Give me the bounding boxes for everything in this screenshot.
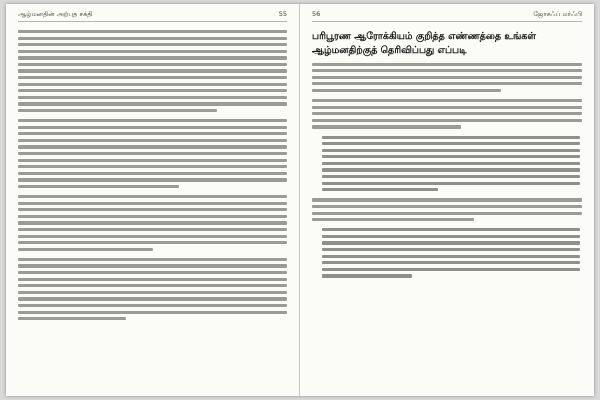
- text-line-placeholder: [18, 119, 287, 122]
- text-line-placeholder: [322, 188, 438, 191]
- text-placeholder: [312, 63, 582, 93]
- text-line-placeholder: [18, 258, 287, 261]
- text-line-placeholder: [18, 304, 287, 307]
- text-line-placeholder: [312, 76, 582, 79]
- text-line-placeholder: [322, 228, 580, 231]
- text-line-placeholder: [312, 112, 582, 115]
- text-line-placeholder: [322, 149, 580, 152]
- text-line-placeholder: [18, 145, 287, 148]
- text-line-placeholder: [18, 139, 287, 142]
- text-line-placeholder: [322, 241, 580, 244]
- text-line-placeholder: [312, 119, 582, 122]
- text-line-placeholder: [312, 63, 582, 66]
- text-line-placeholder: [18, 221, 287, 224]
- text-line-placeholder: [18, 297, 287, 300]
- text-line-placeholder: [18, 83, 287, 86]
- text-line-placeholder: [322, 235, 580, 238]
- book-spread: [6, 4, 594, 396]
- text-line-placeholder: [18, 43, 287, 46]
- text-line-placeholder: [18, 69, 287, 72]
- text-line-placeholder: [18, 178, 287, 181]
- text-line-placeholder: [322, 136, 580, 139]
- left-page: [6, 4, 300, 396]
- text-placeholder: [18, 30, 287, 112]
- text-placeholder: [312, 99, 582, 129]
- text-line-placeholder: [18, 89, 287, 92]
- text-line-placeholder: [18, 63, 287, 66]
- text-placeholder: [312, 228, 582, 277]
- right-running-head: [312, 10, 582, 22]
- text-line-placeholder: [322, 142, 580, 145]
- text-line-placeholder: [312, 106, 582, 109]
- text-line-placeholder: [18, 202, 287, 205]
- text-line-placeholder: [322, 175, 580, 178]
- text-line-placeholder: [312, 205, 582, 208]
- text-line-placeholder: [18, 109, 217, 112]
- text-line-placeholder: [322, 168, 580, 171]
- text-line-placeholder: [18, 284, 287, 287]
- right-page: [300, 4, 594, 396]
- text-line-placeholder: [18, 311, 287, 314]
- text-line-placeholder: [18, 271, 287, 274]
- text-line-placeholder: [18, 235, 287, 238]
- text-placeholder: [312, 136, 582, 192]
- text-line-placeholder: [312, 125, 461, 128]
- text-line-placeholder: [322, 248, 580, 251]
- text-line-placeholder: [18, 172, 287, 175]
- text-line-placeholder: [322, 182, 580, 185]
- text-line-placeholder: [18, 37, 287, 40]
- text-line-placeholder: [18, 159, 287, 162]
- text-line-placeholder: [18, 165, 287, 168]
- text-line-placeholder: [312, 82, 582, 85]
- text-line-placeholder: [18, 152, 287, 155]
- text-line-placeholder: [18, 56, 287, 59]
- text-line-placeholder: [18, 76, 287, 79]
- text-line-placeholder: [18, 50, 287, 53]
- text-line-placeholder: [312, 212, 582, 215]
- text-line-placeholder: [18, 228, 287, 231]
- text-line-placeholder: [18, 195, 287, 198]
- text-line-placeholder: [18, 278, 287, 281]
- text-line-placeholder: [18, 208, 287, 211]
- text-line-placeholder: [18, 264, 287, 267]
- text-line-placeholder: [322, 155, 580, 158]
- text-line-placeholder: [18, 30, 287, 33]
- text-line-placeholder: [18, 96, 287, 99]
- text-line-placeholder: [18, 132, 287, 135]
- right-running-title: ஜோசஃப் மர்ஃபி: [533, 10, 582, 18]
- text-line-placeholder: [18, 185, 179, 188]
- text-line-placeholder: [322, 268, 580, 271]
- text-line-placeholder: [322, 255, 580, 258]
- text-line-placeholder: [312, 89, 501, 92]
- text-line-placeholder: [18, 241, 287, 244]
- text-line-placeholder: [18, 291, 287, 294]
- left-page-number: 55: [278, 10, 287, 18]
- text-line-placeholder: [18, 126, 287, 129]
- right-page-body: [312, 63, 582, 278]
- text-line-placeholder: [312, 99, 582, 102]
- left-running-head: [18, 10, 287, 22]
- text-placeholder: [18, 258, 287, 320]
- left-running-title: ஆழ்மனதின் அற்புத சக்தி: [18, 10, 93, 18]
- right-page-number: 56: [312, 10, 321, 18]
- text-line-placeholder: [18, 215, 287, 218]
- text-line-placeholder: [18, 317, 126, 320]
- text-line-placeholder: [322, 274, 412, 277]
- text-line-placeholder: [322, 261, 580, 264]
- chapter-title: பரிபூரண ஆரோக்கியம் குறித்த எண்ணத்தை உங்கள் ஆழ்மனதிற்குத் தெரிவிப்பது எப்படி: [312, 31, 536, 56]
- text-line-placeholder: [18, 102, 287, 105]
- left-page-body: [18, 30, 287, 320]
- text-line-placeholder: [312, 198, 582, 201]
- text-placeholder: [312, 198, 582, 221]
- text-line-placeholder: [322, 162, 580, 165]
- text-placeholder: [18, 119, 287, 188]
- text-line-placeholder: [312, 69, 582, 72]
- text-line-placeholder: [312, 218, 474, 221]
- text-placeholder: [18, 195, 287, 251]
- text-line-placeholder: [18, 248, 153, 251]
